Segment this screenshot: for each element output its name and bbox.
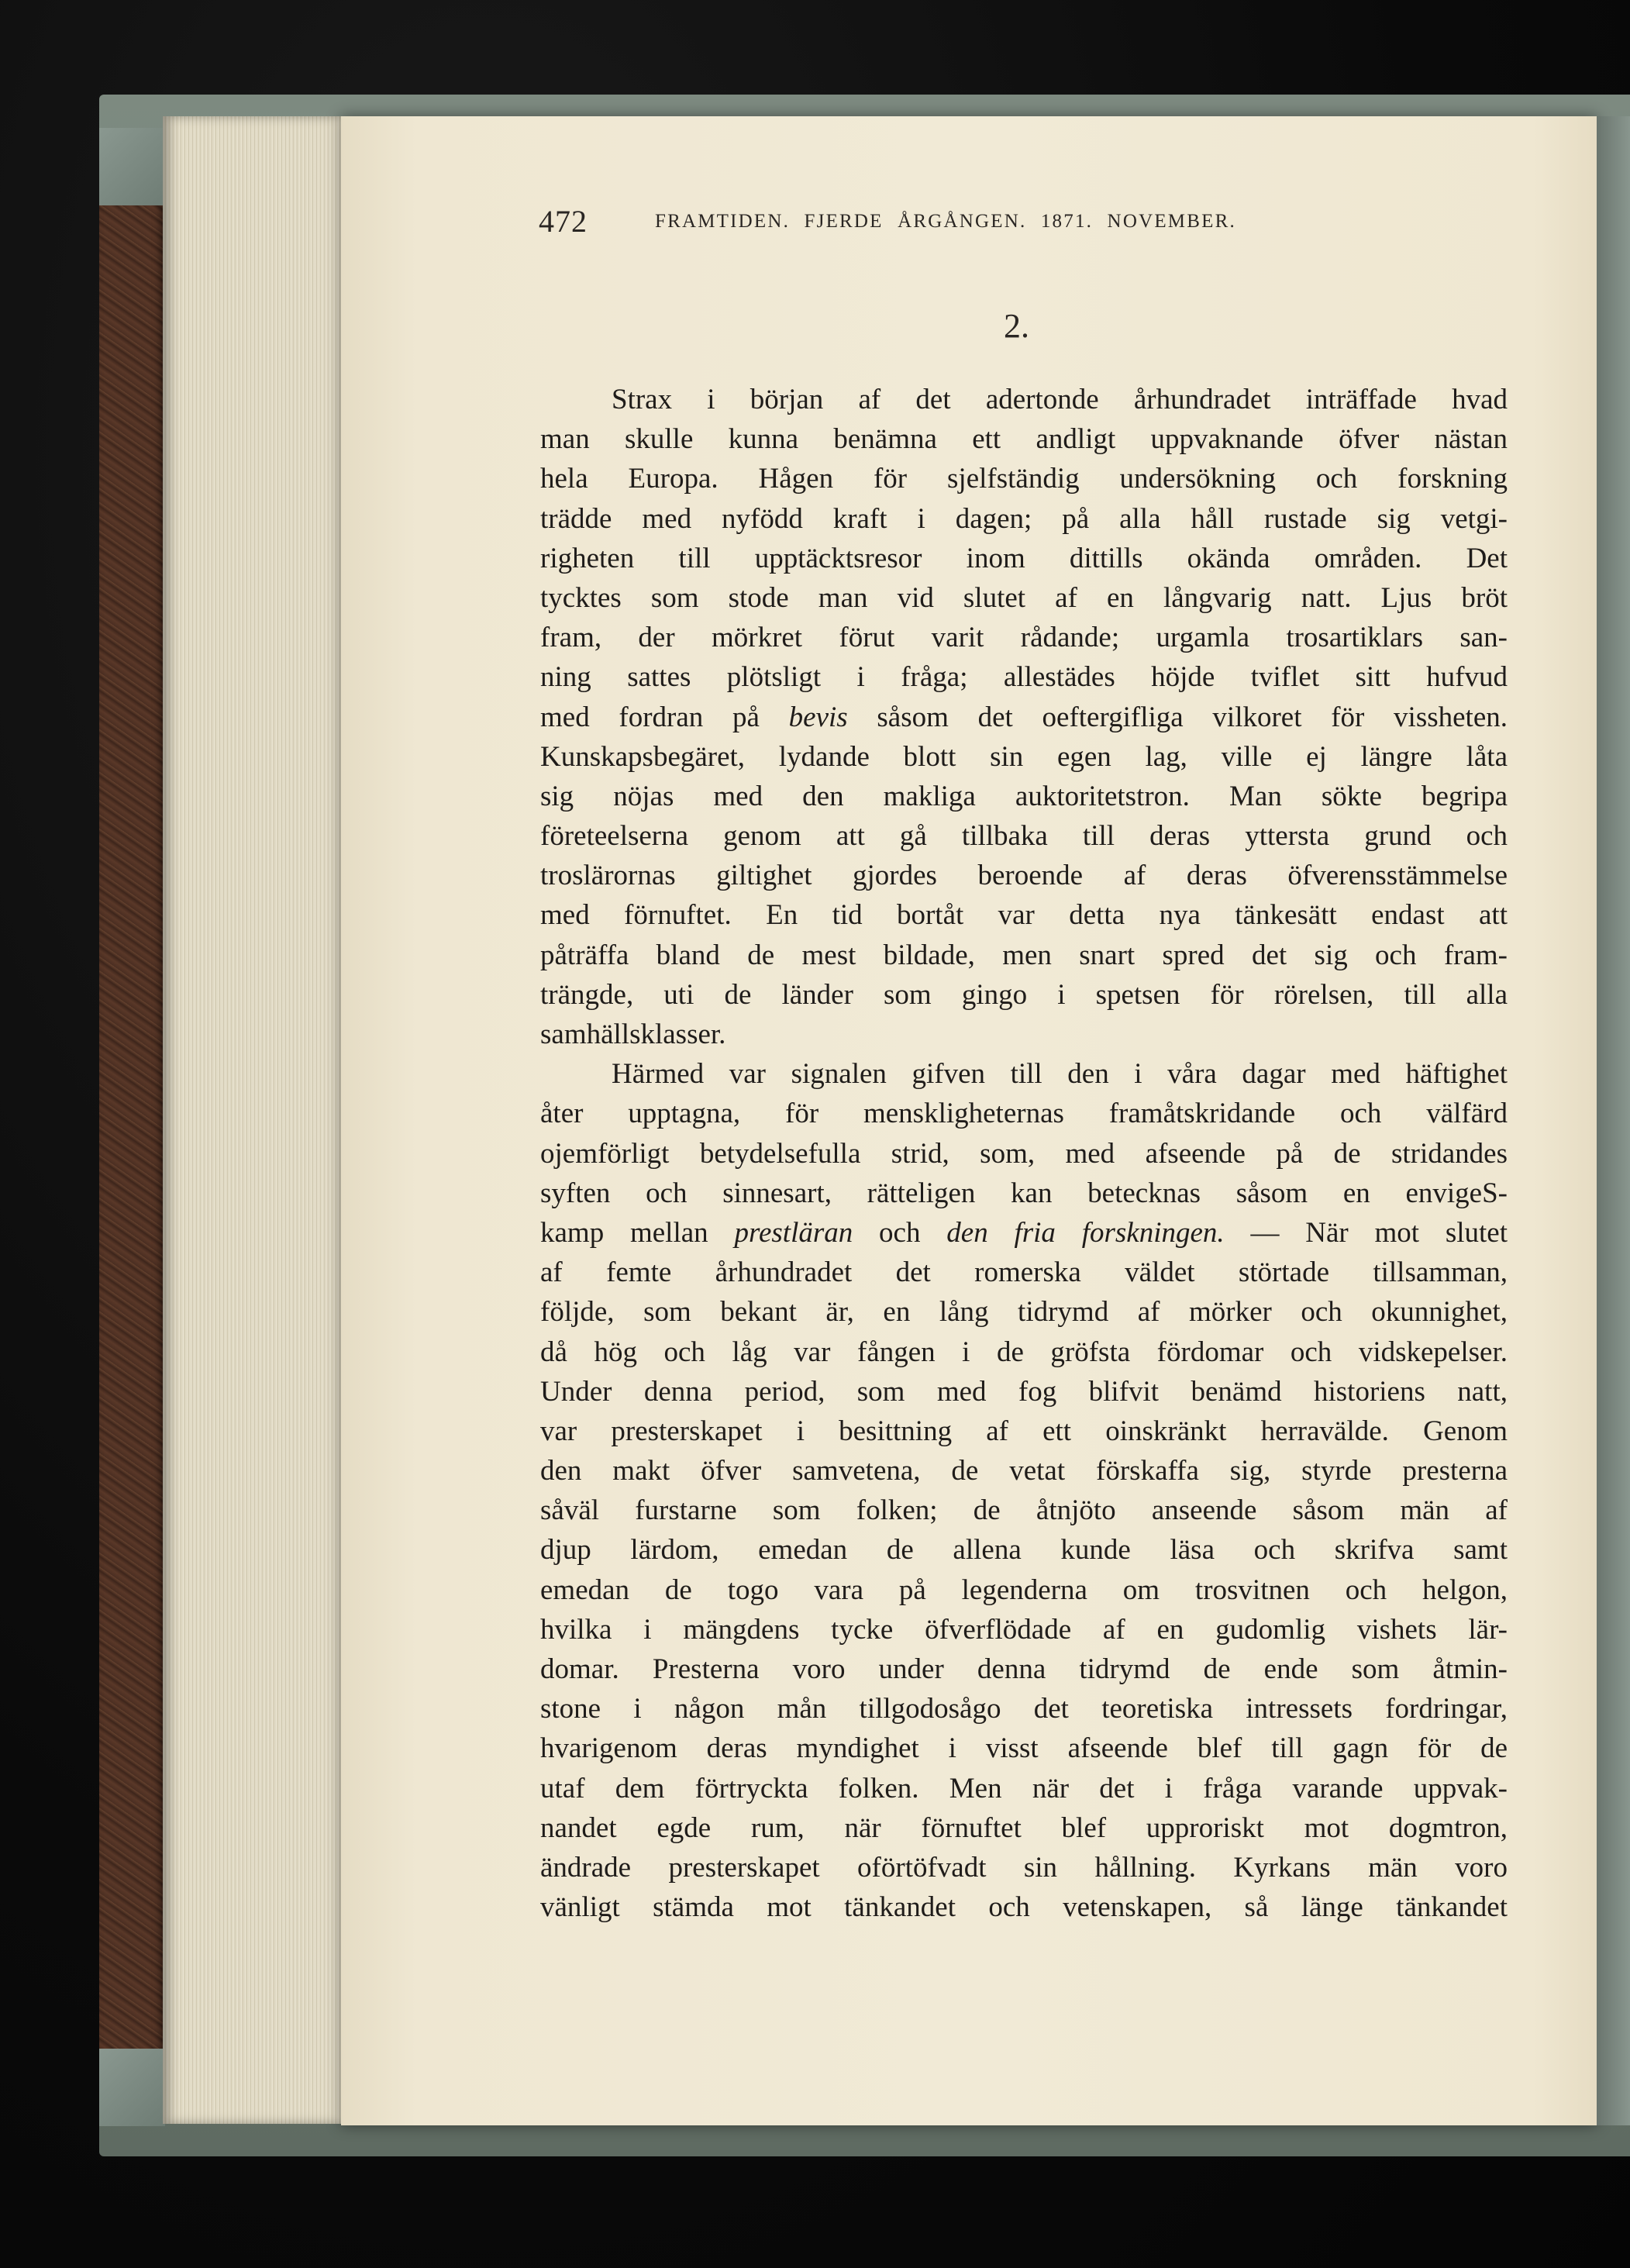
text-line: domar. Presterna voro under denna tidrymd de ende som åtmin- [540, 1653, 1508, 1685]
cover-corner-top [99, 128, 165, 205]
text-line: fram, der mörkret förut varit rådande; urgamla trosartiklars san- [540, 622, 1508, 654]
text-line-spaced: sig nöjas med den makliga auktoritetstron. Man sökte begripa [540, 780, 1508, 812]
text-line: med förnuftet. En tid bortåt var detta nya tänkesätt endast att [540, 899, 1508, 932]
text-line: hvilka i mängdens tycke öfverflödade af en gudomlig vishets lär- [540, 1613, 1508, 1646]
text-line: emedan de togo vara på legenderna om trosvitnen och helgon, [540, 1573, 1508, 1606]
text-line [540, 777, 1508, 816]
text-line: följde, som bekant är, en lång tidrymd af mörker och okunnighet, [540, 1296, 1508, 1329]
text-line: hela Europa. Hågen för sjelfständig undersökning och forskning [540, 463, 1508, 495]
marbled-spine [99, 136, 165, 2120]
text-line: af femte århundradet det romerska väldet störtade tillsamman, [540, 1256, 1508, 1289]
text-line: stone i någon mån tillgodosågo det teoretiska intressets fordringar, [540, 1693, 1508, 1725]
text-line-with-emphasis [540, 1213, 1508, 1253]
text-line: såväl furstarne som folken; de åtnjöto anseende såsom män af [540, 1494, 1508, 1527]
body-text [540, 380, 1508, 1927]
text-line: djup lärdom, emedan de allena kunde läsa och skrifva samt [540, 1534, 1508, 1567]
text-line: påträffa bland de mest bildade, men snart spred det sig och fram- [540, 939, 1508, 971]
page-edges [163, 116, 357, 2124]
cover-corner-bottom [99, 2049, 165, 2126]
text-line: trängde, uti de länder som gingo i spetsen för rörelsen, till alla [540, 978, 1508, 1011]
text-line: ning sattes plötsligt i fråga; allestädes höjde tviflet sitt hufvud [540, 661, 1508, 694]
emphasis-prestlaran: prestläran [734, 1216, 853, 1249]
text-line: troslärornas giltighet gjordes beroende af deras öfverensstämmelse [540, 860, 1508, 892]
text-line: syften och sinnesart, rätteligen kan betecknas såsom en envigeS- [540, 1177, 1508, 1209]
text-line: utaf dem förtryckta folken. Men när det i fråga varande uppvak- [540, 1772, 1508, 1804]
line-end: — När mot slutet [1224, 1216, 1508, 1249]
text-line: Kunskapsbegäret, lydande blott sin egen lag, ville ej längre låta [540, 740, 1508, 773]
text-line: tycktes som stode man vid slutet af en långvarig natt. Ljus bröt [540, 581, 1508, 614]
text-line: åter upptagna, för menskligheternas framåtskridande och välfärd [540, 1098, 1508, 1130]
running-head [539, 203, 1508, 242]
page-number: 472 [539, 204, 588, 239]
text-line: Härmed var signalen gifven till den i våra dagar med häftighet [612, 1058, 1508, 1091]
text-line: den makt öfver samvetena, de vetat förskaffa sig, styrde presterna [540, 1455, 1508, 1487]
section-number: 2. [1004, 307, 1029, 345]
text-line: hvarigenom deras myndighet i visst afseende blef till gagn för de [540, 1732, 1508, 1765]
line-end: såsom det oeftergifliga vilkoret för vissheten. [847, 701, 1508, 733]
conjunction: och [853, 1216, 947, 1249]
line-start: med fordran på [540, 701, 789, 733]
text-line: ändrade presterskapet oförtöfvadt sin hållning. Kyrkans män voro [540, 1851, 1508, 1884]
text-line: nandet egde rum, när förnuftet blef upproriskt mot dogmtron, [540, 1811, 1508, 1844]
text-line: vänligt stämda mot tänkandet och vetenskapen, så länge tänkandet [540, 1891, 1508, 1924]
text-line: righeten till upptäcktsresor inom dittills okända områden. Det [540, 542, 1508, 574]
line-start: kamp mellan [540, 1216, 735, 1249]
text-line: var presterskapet i besittning af ett oinskränkt herravälde. Genom [540, 1415, 1508, 1447]
cover-right-edge [1597, 116, 1630, 2125]
text-line: Strax i början af det adertonde århundradet inträffade hvad [612, 384, 1508, 415]
text-line: Under denna period, som med fog blifvit benämd historiens natt, [540, 1375, 1508, 1408]
emphasis-bevis: bevis [788, 701, 848, 733]
emphasis-den-fria-forskningen: den fria forskningen. [946, 1216, 1225, 1249]
running-title: FRAMTIDEN. FJERDE ÅRGÅNGEN. 1871. NOVEMBER. [655, 211, 1236, 232]
text-line: företeelserna genom att gå tillbaka till deras yttersta grund och [540, 820, 1508, 853]
text-line: då hög och låg var fången i de gröfsta fördomar och vidskepelser. [540, 1336, 1508, 1368]
text-line: ojemförligt betydelsefulla strid, som, med afseende på de stridandes [540, 1137, 1508, 1170]
text-line: man skulle kunna benämna ett andligt uppvaknande öfver nästan [540, 423, 1508, 456]
text-line: samhällsklasser. [540, 1019, 726, 1050]
text-line: trädde med nyfödd kraft i dagen; på alla håll rustade sig vetgi- [540, 502, 1508, 535]
text-line-with-emphasis [540, 698, 1508, 737]
